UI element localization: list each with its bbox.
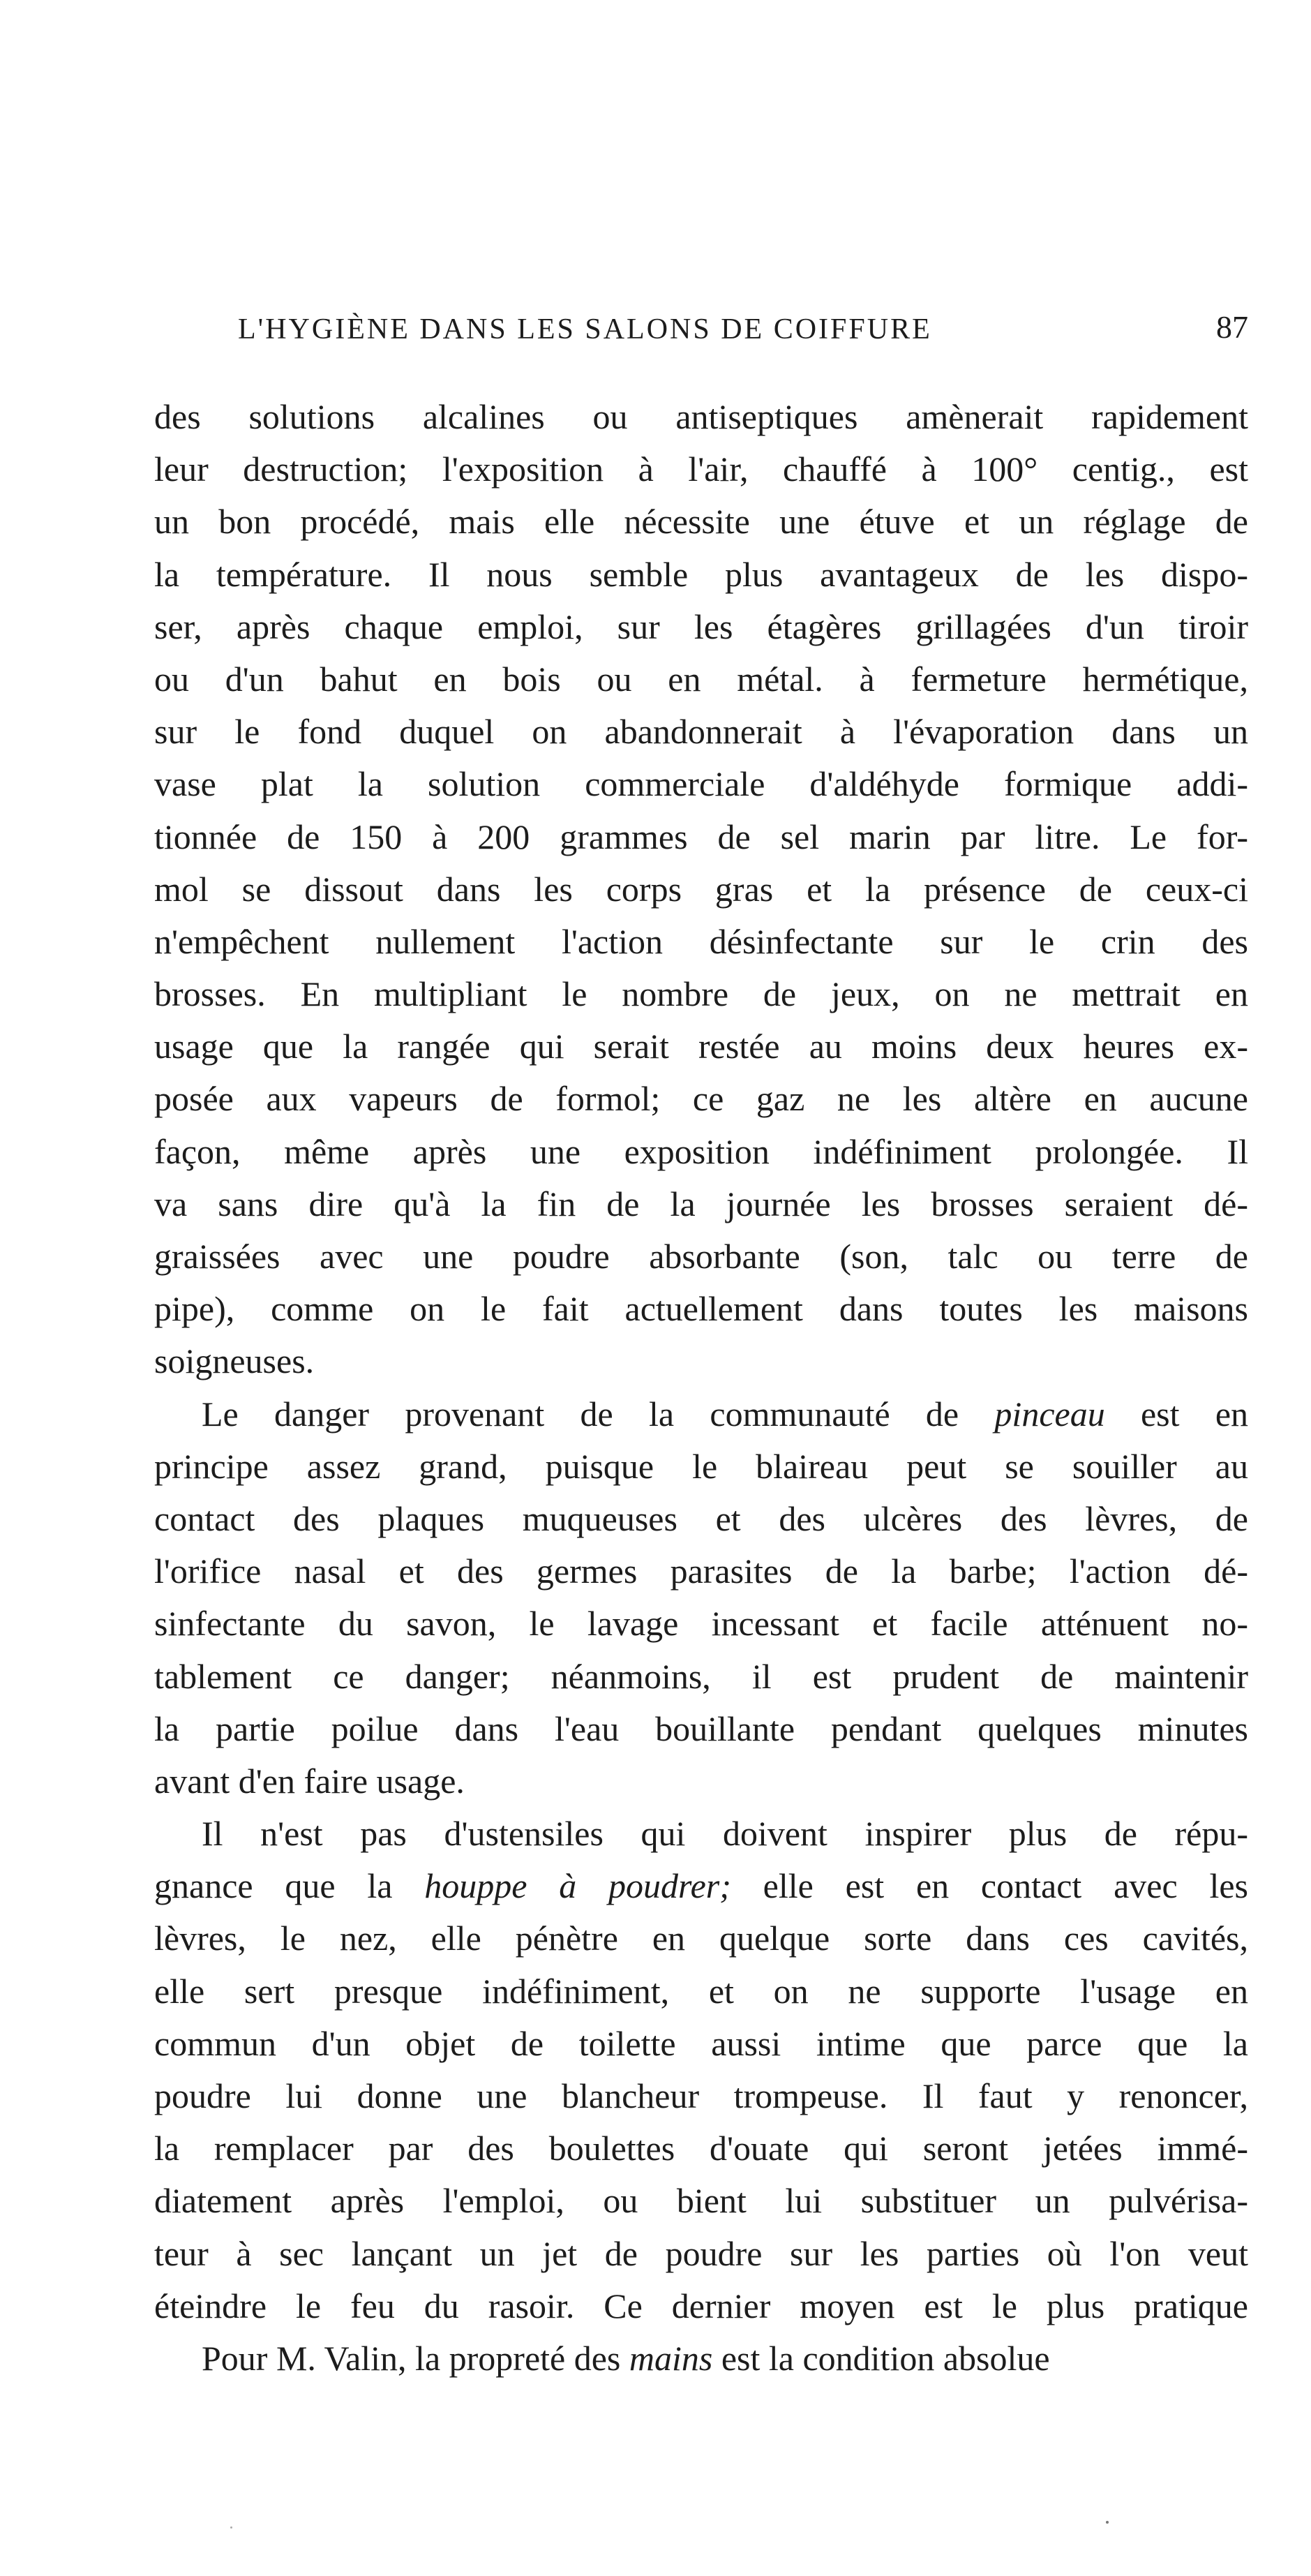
page-header	[154, 307, 1248, 356]
text-segment: posée aux vapeurs de formol; ce gaz ne les altère en aucune	[154, 1079, 1248, 1119]
text-line	[154, 496, 1248, 548]
text-segment: un bon procédé, mais elle nécessite une étuve et un réglage de	[154, 502, 1248, 542]
text-segment: graissées avec une poudre absorbante (son, talc ou terre de	[154, 1237, 1248, 1276]
scan-speck	[1106, 2521, 1109, 2524]
text-line	[154, 1598, 1248, 1650]
text-line	[154, 968, 1248, 1020]
text-line	[154, 1651, 1248, 1703]
text-line	[154, 758, 1248, 810]
text-line	[154, 1755, 1248, 1808]
body-text	[154, 391, 1248, 2385]
text-segment: est en	[1104, 1394, 1249, 1434]
text-line	[154, 1073, 1248, 1125]
text-line	[154, 653, 1248, 706]
text-segment: avant d'en faire usage.	[154, 1761, 465, 1801]
text-segment: contact des plaques muqueuses et des ulcères des lèvres, de	[154, 1498, 1248, 1538]
text-line	[154, 1808, 1248, 1860]
text-line	[154, 1020, 1248, 1073]
text-line	[154, 1388, 1248, 1440]
text-segment: tablement ce danger; néanmoins, il est prudent de maintenir	[154, 1656, 1248, 1696]
text-line	[154, 2228, 1248, 2280]
text-segment: la partie poilue dans l'eau bouillante pendant quelques minutes	[154, 1708, 1248, 1748]
text-segment: usage que la rangée qui serait restée au moins deux heures ex-	[154, 1027, 1248, 1066]
text-line	[154, 1335, 1248, 1387]
text-segment: Le danger provenant de la communauté de	[202, 1394, 995, 1434]
text-segment: brosses. En multipliant le nombre de jeux, on ne mettrait en	[154, 974, 1248, 1014]
italic-term: houppe à poudrer;	[424, 1866, 731, 1906]
text-line	[154, 2122, 1248, 2175]
text-segment: commun d'un objet de toilette aussi intime que parce que la	[154, 2023, 1248, 2063]
text-line	[154, 1545, 1248, 1598]
text-segment: n'empêchent nullement l'action désinfectante sur le crin des	[154, 921, 1248, 961]
text-segment: gnance que la	[154, 1866, 425, 1906]
text-line	[154, 1126, 1248, 1178]
text-segment: Il n'est pas d'ustensiles qui doivent inspirer plus de répu-	[202, 1814, 1248, 1854]
text-segment: diatement après l'emploi, ou bient lui substituer un pulvérisa-	[154, 2181, 1248, 2221]
text-line	[154, 1283, 1248, 1335]
text-line	[154, 811, 1248, 863]
text-segment: vase plat la solution commerciale d'aldéhyde formique addi-	[154, 764, 1248, 804]
text-segment: soigneuses.	[154, 1341, 315, 1381]
text-segment: lèvres, le nez, elle pénètre en quelque sorte dans ces cavités,	[154, 1919, 1248, 1958]
running-head: L'HYGIÈNE DANS LES SALONS DE COIFFURE	[238, 313, 932, 345]
text-line	[154, 391, 1248, 443]
text-line	[154, 2280, 1248, 2332]
text-segment: teur à sec lançant un jet de poudre sur les parties où l'on veut	[154, 2233, 1248, 2273]
text-segment: principe assez grand, puisque le blaireau peut se souiller au	[154, 1446, 1248, 1486]
text-segment: la température. Il nous semble plus avantageux de les dispo-	[154, 554, 1248, 594]
text-segment: ser, après chaque emploi, sur les étagères grillagées d'un tiroir	[154, 606, 1248, 646]
text-segment: la remplacer par des boulettes d'ouate qui seront jetées immé-	[154, 2129, 1248, 2168]
text-segment: pipe), comme on le fait actuellement dans toutes les maisons	[154, 1289, 1248, 1329]
text-segment: poudre lui donne une blancheur trompeuse. Il faut y renoncer,	[154, 2076, 1248, 2115]
text-line	[154, 2018, 1248, 2070]
text-segment: façon, même après une exposition indéfiniment prolongée. Il	[154, 1131, 1248, 1171]
text-line	[154, 1493, 1248, 1545]
text-line	[154, 916, 1248, 968]
text-segment: ou d'un bahut en bois ou en métal. à fermeture hermétique,	[154, 659, 1248, 699]
text-segment: éteindre le feu du rasoir. Ce dernier moyen est le plus pratique	[154, 2286, 1248, 2325]
text-line	[154, 1860, 1248, 1912]
text-line	[154, 2332, 1248, 2385]
page-number: 87	[1216, 309, 1248, 345]
text-segment: l'orifice nasal et des germes parasites de la barbe; l'action dé-	[154, 1551, 1248, 1591]
text-line	[154, 601, 1248, 653]
text-segment: elle sert presque indéfiniment, et on ne supporte l'usage en	[154, 1971, 1248, 2011]
text-segment: mol se dissout dans les corps gras et la présence de ceux-ci	[154, 869, 1248, 909]
text-segment: est la condition absolue	[712, 2338, 1050, 2378]
text-line	[154, 443, 1248, 496]
text-segment: tionnée de 150 à 200 grammes de sel marin par litre. Le for-	[154, 817, 1248, 856]
text-segment: va sans dire qu'à la fin de la journée les brosses seraient dé-	[154, 1184, 1248, 1223]
text-segment: elle est en contact avec les	[731, 1866, 1248, 1906]
text-segment: Pour M. Valin, la propreté des	[202, 2338, 629, 2378]
text-segment: des solutions alcalines ou antiseptiques amènerait rapidement	[154, 397, 1248, 436]
italic-term: pinceau	[994, 1394, 1105, 1434]
text-line	[154, 1230, 1248, 1283]
text-line	[154, 1912, 1248, 1965]
text-segment: sur le fond duquel on abandonnerait à l'évaporation dans un	[154, 712, 1248, 752]
text-line	[154, 706, 1248, 758]
scan-speck	[230, 2526, 232, 2529]
text-line	[154, 2175, 1248, 2227]
text-line	[154, 1703, 1248, 1755]
italic-term: mains	[629, 2338, 713, 2378]
text-line	[154, 1965, 1248, 2018]
text-line	[154, 549, 1248, 601]
text-line	[154, 863, 1248, 916]
text-segment: leur destruction; l'exposition à l'air, chauffé à 100° centig., est	[154, 449, 1248, 489]
text-segment: sinfectante du savon, le lavage incessant et facile atténuent no-	[154, 1604, 1248, 1644]
text-line	[154, 2070, 1248, 2122]
text-line	[154, 1178, 1248, 1230]
text-line	[154, 1440, 1248, 1493]
